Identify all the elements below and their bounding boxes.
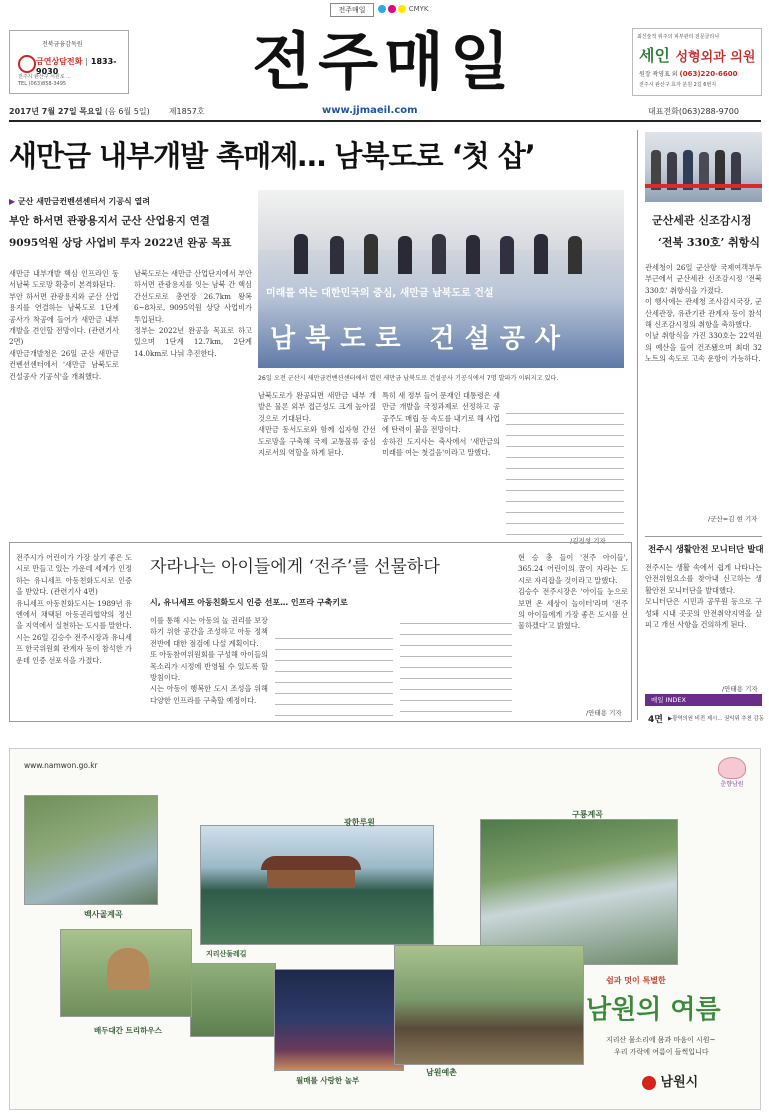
lead-col5 — [506, 390, 624, 540]
no-smoking-icon — [18, 55, 36, 73]
lead-headline: 새만금 내부개발 촉매제… 남북도로 ‘첫 삽’ — [9, 139, 535, 173]
culture-col-left: 전주시가 어린이가 가장 살기 좋은 도시로 만들고 있는 가운데 세계가 인정하는 유니세프 아동친화도시로 인증을 받았다. (관련기사 4면) 유니세프 아동친화도시는 1989년 유엔에서 채택된 아동권리협약의 정신을 지역에서 실천하는 도시를 말한다. 시는 26일 김승수 전주시장과 유니세프 한국위원회 관계자 등이 참석한 가운데 인증 선포식을 가졌다. — [16, 553, 132, 665]
monitor-headline: 전주시 생활안전 모니터단 발대 — [648, 545, 764, 555]
label-yechon: 남원예촌 — [426, 1068, 457, 1077]
right-headline1: 군산세관 신조감시정 — [652, 214, 752, 227]
right-headline2: ‘전북 330호’ 취항식 — [658, 236, 761, 249]
photo-yechon — [394, 945, 584, 1065]
culture-headline: 자라나는 아이들에게 ‘전주’를 선물하다 — [150, 557, 440, 577]
lead-col1: 새만금 내부개발 핵심 인프라인 동서남북 도로망 확충이 본격화된다. 부안 하서면 관광용지와 군산 산업용지를 연결하는 남북도로 1단계 공사가 착공에 들어가 새만금 내부 개발을 견인할 전망이다. (관련기사 2면) 새만금개발청은 26일 군산 새만금컨벤션센터에서 '새만금 남북도로 건설공사 기공식'을 개최했다. — [9, 269, 119, 381]
mascot-icon — [718, 757, 746, 779]
ad-left-number: 1833-9030 — [36, 57, 117, 76]
right-byline: /군산=김 현 기자 — [708, 515, 758, 523]
index-label: 매일 INDEX — [645, 694, 762, 706]
monitor-rule — [645, 536, 762, 537]
label-jirisan: 지리산둘레길 — [206, 950, 247, 958]
label-gurong: 구룡계곡 — [572, 810, 603, 819]
ad-left[interactable]: 전북금융감독원 금연상담전화 | 1833-9030 전주시 완산구 서원로 ... TEL (063)858-3495 — [9, 30, 129, 94]
namwon-ad[interactable] — [9, 748, 761, 1110]
ad-left-org: 전북금융감독원 — [42, 41, 83, 48]
photo-banner-text: 남북도로 건설공사 — [270, 324, 570, 354]
photo-jirisan — [190, 963, 276, 1037]
lead-col3: 남북도로가 완공되면 새만금 내부 개발은 물론 외부 접근성도 크게 높아질 것으로 기대된다. 새만금 동서도로와 함께 십자형 간선도로망을 구축해 국제 교통물류 중심지로서의 역할을 하게 된다. — [258, 391, 376, 458]
lead-sub1: 부안 하서면 관광용지서 군산 산업용지 연결 — [9, 215, 210, 227]
color-marks — [378, 5, 429, 13]
ad-right-detail2: 전주시 완산구 효자 분원 2길 6번지 — [639, 82, 717, 88]
kicker-arrow-icon: ▶ — [9, 197, 16, 206]
photo-night — [274, 969, 404, 1071]
namwon-url[interactable]: www.namwon.go.kr — [24, 761, 98, 770]
culture-sub: 시, 유니세프 아동친화도시 인증 선포… 인프라 구축키로 — [150, 598, 348, 607]
ad-right-detail1: 원장 곽영표 외 — [639, 71, 678, 78]
edition-date: 2017년 7월 27일 — [9, 107, 77, 116]
lead-col4: 특히 새 정부 들어 문재인 대통령은 새만금 개발을 국정과제로 선정하고 공공주도 매립 등 속도를 내기로 해 사업에 탄력이 붙을 전망이다. 송하진 도지사는 축사에서 '새만금의 미래를 여는 첫걸음'이라고 말했다. — [382, 391, 500, 458]
namwon-mascot — [718, 757, 746, 788]
culture-col-right: 현 승 총 들이 '전주 아이들', 365.24 어린이의 꿈이 자라는 도시로 자리잡을 것이라고 말했다. 김승수 전주시장은 '아이들 눈으로 보면 온 세상이 놀이터'라며 '전주의 아이들에게 가장 좋은 도시를 선물하겠다'고 밝혔다. — [518, 553, 628, 631]
lead-kicker — [9, 196, 150, 207]
namwon-logo-icon — [642, 1076, 656, 1090]
lead-col2: 남북도로는 새만금 산업단지에서 부안 하서면 관광용지를 잇는 남북 간 핵심 간선도로로 총연장 26.7km 왕복 6~8차로, 9095억원 상당 사업비가 투입된다. 정부는 2022년 완공을 목표로 하고 있으며 1단계 12.7km, 2단계 14.0km로 나눠 추진한다. — [134, 269, 252, 358]
label-baeksa: 백사골계곡 — [84, 910, 123, 919]
right-divider — [637, 130, 638, 720]
masthead: 전주매일 — [252, 25, 516, 98]
label-night: 월매를 사랑한 놀부 — [296, 1076, 360, 1085]
ad-right-name-a: 세인 — [639, 46, 670, 65]
culture-col-mid3 — [400, 600, 512, 715]
ad-left-small2: TEL (063)858-3495 — [18, 81, 67, 87]
right-body: 관세청이 26일 군산항 국제여객부두 부근에서 군산세관 신조감시정 '전북 330호' 취항식을 가졌다. 이 행사에는 관세청 조사감시국장, 군산세관장, 유관기관 관계자 등이 참석해 신조감시정의 취항을 축하했다. 이날 취항식을 가진 330호는 22억원의 예산을 들여 건조됐으며 최대 32노트의 속도로 고속 운항이 가능하다. — [645, 263, 762, 364]
right-photo — [645, 132, 762, 202]
label-gwanghallu: 광한루원 — [344, 818, 375, 827]
monitor-byline: /안태용 기자 — [722, 685, 758, 693]
ad-left-small1: 전주시 완산구 서원로 ... — [18, 74, 72, 80]
cmyk-label: CMYK — [408, 5, 429, 13]
lead-caption: 26일 오전 군산시 새만금컨벤션센터에서 열린 새만금 남북도로 건설공사 기공식에서 7명 발파가 이뤄지고 있다. — [258, 375, 559, 382]
culture-byline: /안태용 기자 — [586, 709, 622, 717]
photo-gurong — [480, 819, 678, 965]
culture-col-mid: 이를 통해 시는 아동의 놀 권리를 보장하기 위한 공간을 조성하고 아동 정책 전반에 대한 점검에 나설 계획이다. 또 아동참여위원회를 구성해 아이들의 목소리가 시정에 반영될 수 있도록 할 방침이다. 시는 아동이 행복한 도시 조성을 위해 다양한 인프라를 구축할 예정이다. — [150, 616, 268, 705]
ad-right[interactable] — [632, 28, 762, 96]
photo-baeksa — [24, 795, 158, 905]
ad-right-name-b: 성형외과 의원 — [675, 50, 756, 65]
edition-issue: 제1857호 — [168, 107, 205, 116]
photo-baedu — [60, 929, 192, 1017]
photo-gwanghallu — [200, 825, 434, 945]
monitor-body: 전주시는 생활 속에서 쉽게 나타나는 안전위험요소를 찾아내 신고하는 생활안전 모니터단을 발대했다. 모니터단은 시민과 공무원 등으로 구성돼 시내 곳곳의 안전취약지역을 살피고 개선 사항을 건의하게 된다. — [645, 563, 762, 630]
lead-byline: /김진성 기자 — [570, 537, 606, 545]
photo-title-text: 미래를 여는 대한민국의 중심, 새만금 남북도로 건설 — [266, 288, 494, 299]
header-rule — [9, 120, 761, 122]
edition-lunar: (음 6월 5일) — [105, 107, 150, 116]
index-page: 4면 — [648, 715, 663, 725]
index-text: ▶광역의원 비전 제시... 권익위 추천 감동 — [668, 716, 764, 722]
edition-line — [9, 106, 205, 117]
namwon-brand — [642, 1071, 698, 1090]
top-tag: 전주매일 — [330, 3, 374, 17]
lead-photo — [258, 190, 624, 368]
label-baedu: 배두대간 트리하우스 — [94, 1026, 162, 1035]
lead-sub2: 9095억원 상당 사업비 투자 2022년 완공 목표 — [9, 237, 232, 249]
tagline-2: 우리 가락에 여름이 들썩입니다 — [614, 1048, 709, 1056]
namwon-brand-text: 남원시 — [660, 1075, 699, 1090]
website-link[interactable]: www.jjmaeil.com — [322, 105, 418, 116]
lead-kicker-text: 군산 새만금컨벤션센터서 기공식 열려 — [17, 197, 150, 206]
slogan-small: 쉼과 멋이 특별한 — [606, 976, 666, 985]
slogan-big: 남원의 여름 — [586, 995, 721, 1025]
tagline-1: 지리산 물소리에 몸과 마음이 시원~ — [606, 1036, 716, 1044]
mascot-label: 춘향남원 — [720, 781, 744, 788]
ad-right-tagline: 최신술적 위주의 피부관리 전문클리닉 — [637, 34, 720, 40]
edition-weekday: 목요일 — [79, 107, 103, 116]
ad-right-phone: (063)220-6600 — [679, 70, 738, 78]
phone-line: 대표전화(063)288-9700 — [648, 107, 739, 116]
culture-col-mid2 — [275, 615, 393, 715]
ad-left-label: 금연상담전화 — [36, 57, 83, 66]
